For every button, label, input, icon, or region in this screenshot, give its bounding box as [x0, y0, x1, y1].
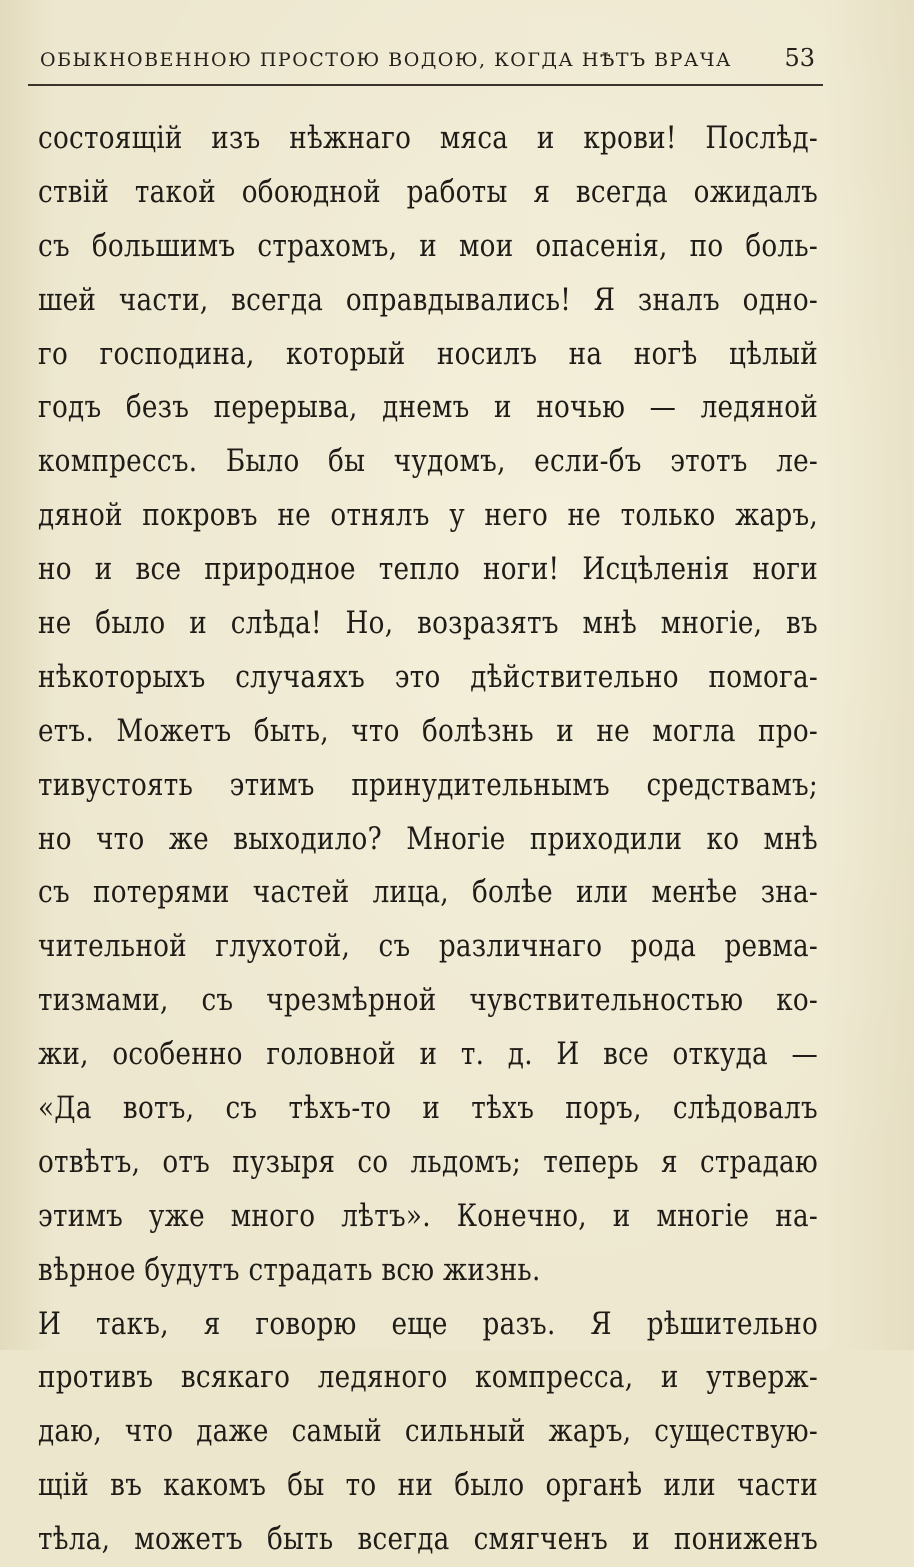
- text-line: тѣла, можетъ быть всегда смягченъ и пониженъ: [38, 1522, 819, 1558]
- header-rule: [28, 84, 823, 86]
- text-line: противъ всякаго ледяного компресса, и утверж-: [38, 1360, 819, 1396]
- paragraph-first-line: И такъ, я говорю еще разъ. Я рѣшительно: [38, 1306, 819, 1342]
- text-line: го господина, который носилъ на ногѣ цѣлый: [38, 336, 819, 372]
- page-number: 53: [784, 44, 815, 72]
- text-line: состоящій изъ нѣжнаго мяса и крови! Послѣд-: [38, 121, 819, 156]
- text-line: чительной глухотой, съ различнаго рода ревма-: [38, 929, 819, 965]
- text-line: щій въ какомъ бы то ни было органѣ или части: [38, 1468, 819, 1504]
- text-line: отвѣтъ, отъ пузыря со льдомъ; теперь я страдаю: [38, 1144, 819, 1180]
- text-line: не было и слѣда! Но, возразятъ мнѣ многіе, въ: [38, 606, 819, 642]
- text-line: тизмами, съ чрезмѣрной чувствительностью ко-: [38, 983, 819, 1019]
- paragraph-last-line: вѣрное будутъ страдать всю жизнь.: [38, 1252, 541, 1288]
- text-line: «Да вотъ, съ тѣхъ-то и тѣхъ поръ, слѣдовалъ: [38, 1091, 819, 1127]
- text-line: годъ безъ перерыва, днемъ и ночью — ледяной: [38, 390, 819, 426]
- body-text: [38, 112, 818, 1567]
- text-line: дяной покровъ не отнялъ у него не только жаръ,: [38, 498, 819, 534]
- text-line: даю, что даже самый сильный жаръ, существую-: [38, 1414, 819, 1450]
- text-line: но что же выходило? Многіе приходили ко мнѣ: [38, 821, 819, 857]
- running-header: [40, 44, 815, 78]
- text-line: но и все природное тепло ноги! Исцѣленія ноги: [38, 552, 819, 588]
- text-line: тивустоять этимъ принудительнымъ средствамъ;: [38, 767, 819, 803]
- text-line: компрессъ. Было бы чудомъ, если-бъ этотъ ле-: [38, 444, 819, 480]
- text-line: съ потерями частей лица, болѣе или менѣе зна-: [38, 875, 819, 911]
- text-line: съ большимъ страхомъ, и мои опасенія, по боль-: [38, 228, 819, 264]
- text-line: нѣкоторыхъ случаяхъ это дѣйствительно помога-: [38, 659, 819, 695]
- text-line: этимъ уже много лѣтъ». Конечно, и многіе на-: [38, 1198, 819, 1234]
- text-line: жи, особенно головной и т. д. И все откуда —: [38, 1037, 819, 1073]
- text-line: ствій такой обоюдной работы я всегда ожидалъ: [38, 174, 819, 210]
- text-line: шей части, всегда оправдывались! Я зналъ одно-: [38, 282, 819, 318]
- running-title: ОБЫКНОВЕННОЮ ПРОСТОЮ ВОДОЮ, КОГДА НѢТЪ ВРАЧА: [40, 49, 732, 71]
- text-line: етъ. Можетъ быть, что болѣзнь и не могла про-: [38, 713, 819, 749]
